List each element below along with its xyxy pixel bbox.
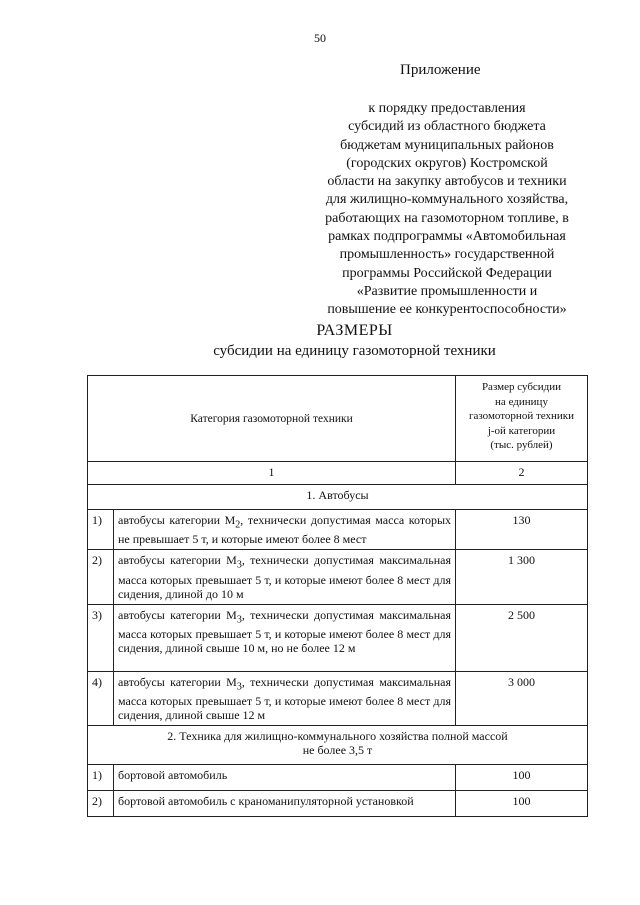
row-amount: 130: [456, 510, 588, 550]
table-header-row: [88, 376, 588, 462]
row-amount: 100: [456, 791, 588, 817]
document-heading: РАЗМЕРЫ: [316, 322, 393, 339]
header-amount-line: на единицу: [495, 395, 548, 408]
header-amount-line: j-ой категории: [487, 424, 556, 437]
row-description: автобусы категории $M_3$, технически допустимая максимальная масса которых превышает 5 т, и которые имеют более 8 мест для сидения, длиной до 10 м: [114, 550, 456, 604]
page-number: 50: [314, 31, 326, 45]
appendix-line: субсидий из областного бюджета: [348, 119, 546, 135]
row-number: 1): [88, 510, 114, 550]
row-description: автобусы категории $M_3$, технически допустимая максимальная масса которых превышает 5 т, и которые имеют более 8 мест для сидения, длиной свыше 10 м, но не более 12 м: [114, 604, 456, 671]
table-row: [88, 765, 588, 791]
appendix-line: промышленность» государственной: [339, 247, 555, 263]
row-number: 1): [88, 765, 114, 791]
row-description: автобусы категории $M_2$, технически допустимая масса которых не превышает 5 т, и которые имеют более 8 мест: [114, 510, 456, 550]
appendix-line: работающих на газомоторном топливе, в: [325, 210, 569, 226]
subsidy-table: [87, 375, 588, 817]
appendix-line: к порядку предоставления: [368, 101, 526, 116]
appendix-line: для жилищно-коммунального хозяйства,: [325, 192, 569, 208]
appendix-line: бюджетам муниципальных районов: [340, 137, 554, 153]
table-row: [88, 791, 588, 817]
section-row: [88, 726, 588, 765]
header-amount-line: Размер субсидии: [481, 381, 562, 393]
column-number-row: [88, 462, 588, 485]
row-number: 2): [88, 550, 114, 604]
header-amount-line: (тыс. рублей): [490, 439, 553, 451]
appendix-line: области на закупку автобусов и техники: [327, 174, 567, 190]
section-row: [88, 485, 588, 510]
row-amount: 1 300: [456, 550, 588, 604]
table-row: [88, 671, 588, 725]
row-description: бортовой автомобиль: [114, 765, 456, 791]
table-row: [88, 510, 588, 550]
table-row: [88, 550, 588, 604]
row-number: 4): [88, 671, 114, 725]
column-number-1: 1: [88, 462, 456, 485]
column-number-2: 2: [456, 462, 588, 485]
appendix-description: [300, 100, 594, 320]
appendix-line: рамках подпрограммы «Автомобильная: [328, 229, 566, 245]
appendix-line: (городских округов) Костромской: [346, 155, 548, 171]
header-amount: [456, 376, 588, 462]
document-subheading: субсидии на единицу газомоторной техники: [213, 343, 496, 359]
section-title: 1. Автобусы: [88, 485, 588, 510]
appendix-line: повышение ее конкурентоспособности»: [327, 302, 567, 318]
row-number: 3): [88, 604, 114, 671]
header-amount-line: газомоторной техники: [468, 410, 574, 422]
row-amount: 100: [456, 765, 588, 791]
row-amount: 2 500: [456, 604, 588, 671]
row-number: 2): [88, 791, 114, 817]
section-title: 2. Техника для жилищно-коммунального хозяйства полной массой не более 3,5 т: [88, 726, 588, 765]
row-description: бортовой автомобиль с краноманипуляторной установкой: [114, 791, 456, 817]
appendix-title: Приложение: [400, 62, 481, 78]
header-category: Категория газомоторной техники: [88, 376, 456, 462]
row-amount: 3 000: [456, 671, 588, 725]
row-description: автобусы категории $M_3$, технически допустимая максимальная масса которых превышает 5 т, и которые имеют более 8 мест для сидения, длиной свыше 12 м: [114, 671, 456, 725]
table-row: [88, 604, 588, 671]
appendix-line: программы Российской Федерации: [342, 265, 552, 281]
appendix-line: «Развитие промышленности и: [356, 283, 538, 299]
